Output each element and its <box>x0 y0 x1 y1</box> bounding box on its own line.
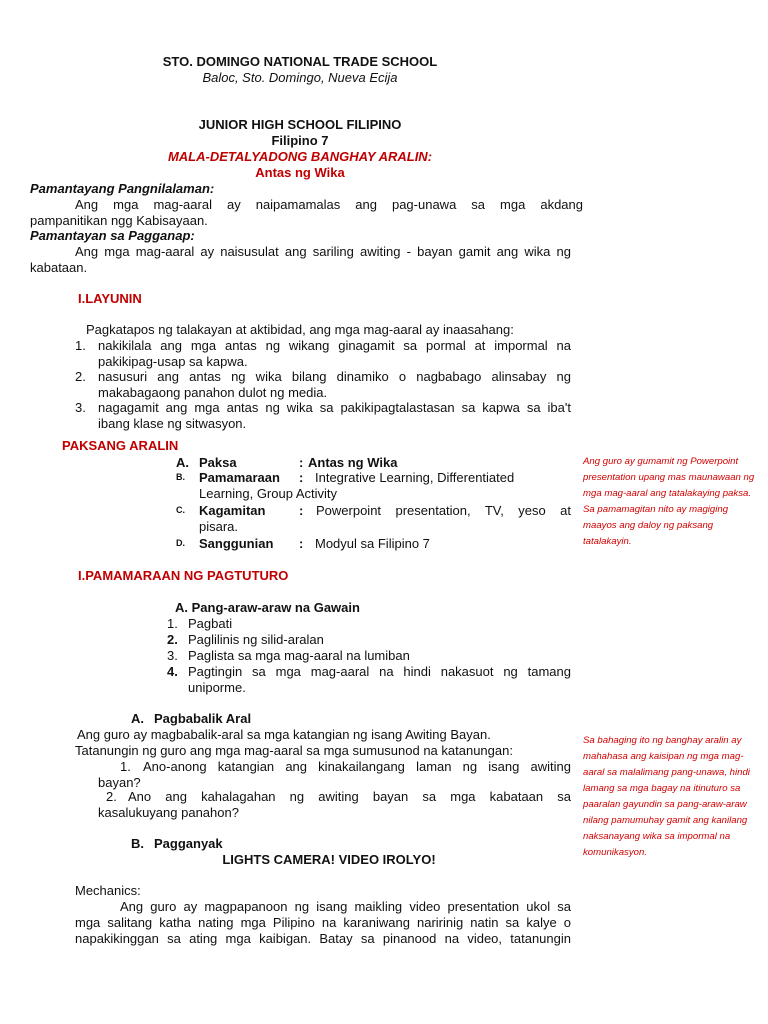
subject-row-value: Antas ng Wika <box>308 455 398 470</box>
procedure-heading: I.PAMAMARAAN NG PAGTUTURO <box>78 568 289 583</box>
subject-row-letter: B. <box>176 472 185 482</box>
school-name: STO. DOMINGO NATIONAL TRADE SCHOOL <box>162 54 438 69</box>
review-line2: Tatanungin ng guro ang mga mag-aaral sa mga sumusunod na katanungan: <box>75 743 513 758</box>
school-address: Baloc, Sto. Domingo, Nueva Ecija <box>202 70 398 85</box>
subject-row-letter: C. <box>176 505 185 515</box>
subject-row-value: Integrative Learning, Differentiated <box>315 470 515 485</box>
mechanics-label: Mechanics: <box>75 883 141 898</box>
objective-line1: nasusuri ang antas ng wika bilang dinamiko o nagbabago alinsabay ng <box>98 369 571 384</box>
grade-title: Filipino 7 <box>271 133 329 148</box>
content-standard-line1: Ang mga mag-aaral ay naipamamalas ang pag-unawa sa mga akdang <box>75 197 583 212</box>
objective-line1: nakikilala ang mga antas ng wikang ginagamit sa pormal at impormal na <box>98 338 571 353</box>
subject-row-label: Kagamitan <box>199 503 266 518</box>
subject-matter-heading: PAKSANG ARALIN <box>62 438 179 453</box>
subject-row-label: Pamamaraan <box>199 470 280 485</box>
subject-row-colon: : <box>299 470 304 485</box>
objective-line2: ibang klase ng sitwasyon. <box>98 416 247 431</box>
mechanics-line3: napakikinggan sa ating mga kaibigan. Batay sa pinanood na video, tatanungin <box>75 931 571 946</box>
objectives-heading: I.LAYUNIN <box>78 291 142 306</box>
content-standard-line2: pampanitikan ngg Kabisayaan. <box>30 213 208 228</box>
subject-row-letter: D. <box>176 538 185 548</box>
motivation-heading: Pagganyak <box>154 836 223 851</box>
review-question-number: 2. <box>106 789 117 804</box>
margin-note-subject: Ang guro ay gumamit ng Powerpoint presentation upang mas maunawaan ng mga mag-aaral ang tatalakaying paksa. Sa pamamagitan nito ay magiging maayos ang daloy ng paksang tatalakayin. <box>583 456 755 547</box>
routine-number: 4. <box>167 664 178 679</box>
subject-row-colon: : <box>299 536 304 551</box>
routine-text: Pagtingin sa mga mag-aaral na hindi nakasuot ng tamang <box>188 664 571 679</box>
subject-row-value: Modyul sa Filipino 7 <box>315 536 430 551</box>
objectives-intro: Pagkatapos ng talakayan at aktibidad, ang mga mag-aaral ay inaasahang: <box>86 322 514 337</box>
motivation-letter: B. <box>131 836 144 851</box>
review-line1: Ang guro ay magbabalik-aral sa mga katangian ng isang Awiting Bayan. <box>77 727 491 742</box>
objective-line2: makabagaong panahon dulot ng media. <box>98 385 328 400</box>
performance-standard-heading: Pamantayan sa Pagganap: <box>30 228 195 243</box>
subject-row-colon: : <box>299 503 304 518</box>
review-question-number: 1. <box>120 759 131 774</box>
review-question-1: Ano-anong katangian ang kinakailangang laman ng isang awiting <box>143 759 571 774</box>
performance-standard-line1: Ang mga mag-aaral ay naisusulat ang sariling awiting - bayan gamit ang wika ng <box>75 244 571 259</box>
topic-title: Antas ng Wika <box>255 165 345 180</box>
objective-number: 1. <box>75 338 86 353</box>
review-question-2-cont: kasalukuyang panahon? <box>98 805 239 820</box>
subject-row-letter: A. <box>176 455 189 470</box>
subject-row-colon: : <box>299 455 304 470</box>
routine-number: 1. <box>167 616 178 631</box>
objective-number: 3. <box>75 400 86 415</box>
routine-number: 3. <box>167 648 178 663</box>
daily-routine-heading: A. Pang-araw-araw na Gawain <box>175 600 360 615</box>
objective-number: 2. <box>75 369 86 384</box>
objective-line2: pakikipag-usap sa kapwa. <box>98 354 248 369</box>
routine-text: Paglilinis ng silid-aralan <box>188 632 324 647</box>
margin-note-review: Sa bahaging ito ng banghay aralin ay mahahasa ang kaisipan ng mga mag-aaral sa malalimang pang-unawa, hindi lamang sa mga bagay na itinuturo sa paaralan gayundin sa pang-araw-araw nilang pamumuhay gamit ang kanilang naksanayang wika sa impormal na komunikasyon. <box>583 735 750 858</box>
level-title: JUNIOR HIGH SCHOOL FILIPINO <box>198 117 402 132</box>
routine-number: 2. <box>167 632 178 647</box>
subject-row-label: Paksa <box>199 455 237 470</box>
routine-text: Paglista sa mga mag-aaral na lumiban <box>188 648 410 663</box>
subject-row-value-cont: pisara. <box>199 519 239 534</box>
mechanics-line1: Ang guro ay magpapanoon ng isang maikling video presentation ukol sa <box>120 899 571 914</box>
review-question-1-cont: bayan? <box>98 775 141 790</box>
activity-title: LIGHTS CAMERA! VIDEO IROLYO! <box>222 852 436 867</box>
performance-standard-line2: kabataan. <box>30 260 88 275</box>
routine-text-cont: uniporme. <box>188 680 246 695</box>
plan-type-title: MALA-DETALYADONG BANGHAY ARALIN: <box>167 149 433 164</box>
review-letter: A. <box>131 711 144 726</box>
subject-row-value-cont: Learning, Group Activity <box>199 486 338 501</box>
subject-row-value: Powerpoint presentation, TV, yeso at <box>316 503 571 518</box>
objective-line1: nagagamit ang mga antas ng wika sa pakikipagtalastasan sa kapwa sa iba't <box>98 400 571 415</box>
review-question-2: Ano ang kahalagahan ng awiting bayan sa mga kabataan sa <box>128 789 571 804</box>
content-standard-heading: Pamantayang Pangnilalaman: <box>30 181 215 196</box>
mechanics-line2: mga salitang katha nating mga Pilipino na karaniwang naririnig natin sa kalye o <box>75 915 571 930</box>
review-heading: Pagbabalik Aral <box>154 711 252 726</box>
subject-row-label: Sanggunian <box>199 536 274 551</box>
routine-text: Pagbati <box>188 616 233 631</box>
